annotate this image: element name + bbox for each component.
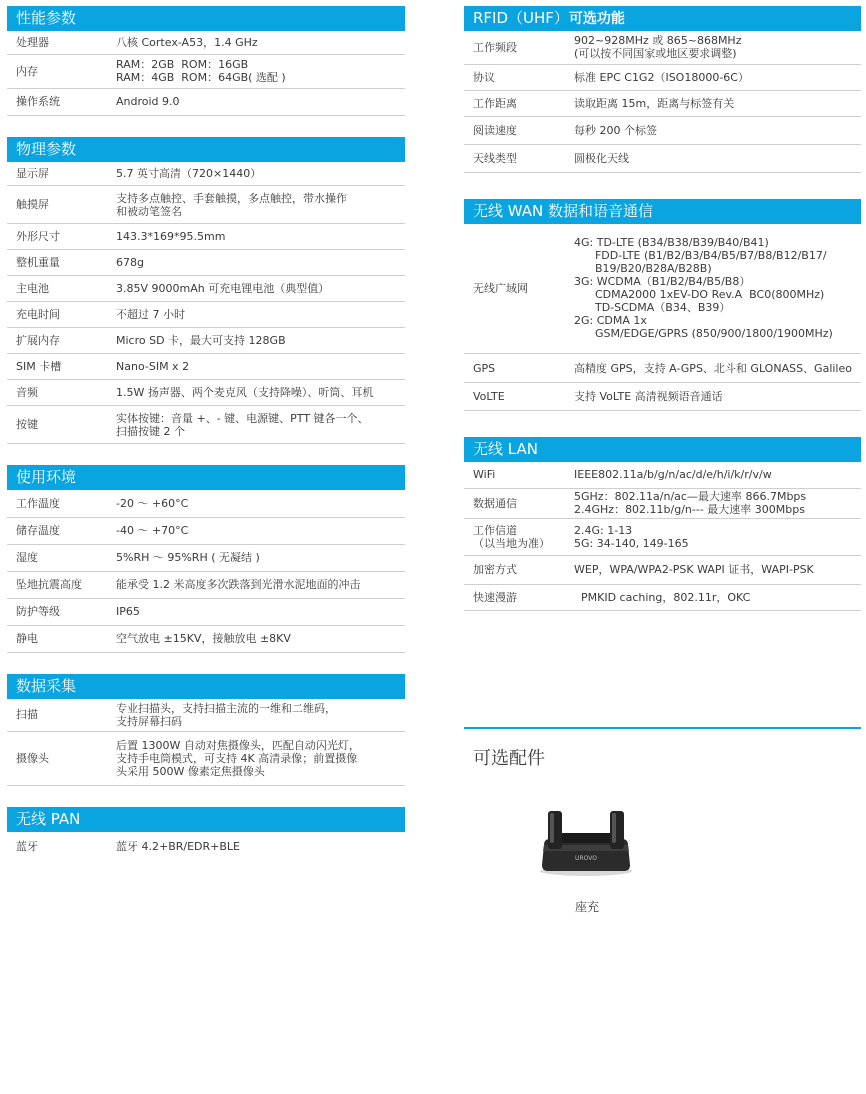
spec-key: 操作系统 bbox=[7, 88, 116, 115]
spec-value bbox=[116, 490, 405, 517]
spec-value-line: 扫描按键 2 个 bbox=[116, 424, 185, 438]
section-title: 无线 PAN bbox=[16, 810, 81, 828]
spec-value bbox=[116, 699, 405, 732]
spec-row bbox=[464, 224, 861, 354]
section-title: 无线 WAN 数据和语音通信 bbox=[473, 201, 654, 220]
spec-value-line: 蓝牙 4.2+BR/EDR+BLE bbox=[116, 839, 241, 853]
left-column bbox=[7, 6, 405, 860]
spec-row bbox=[7, 162, 405, 186]
spec-key: 协议 bbox=[464, 64, 574, 90]
spec-value bbox=[116, 598, 405, 625]
spec-row bbox=[7, 31, 405, 54]
spec-value-line: 5G: 34-140, 149-165 bbox=[574, 536, 689, 550]
spec-value-line: 能承受 1.2 米高度多次跌落到光滑水泥地面的冲击 bbox=[116, 578, 361, 591]
spec-value bbox=[116, 88, 405, 115]
spec-value-line: (可以按不同国家或地区要求调整) bbox=[574, 47, 737, 61]
spec-key: 防护等级 bbox=[7, 598, 116, 625]
spec-value-line: 和被动笔签名 bbox=[116, 204, 182, 218]
spec-row bbox=[7, 302, 405, 328]
spec-key: 储存温度 bbox=[7, 517, 116, 544]
section-header bbox=[464, 199, 861, 224]
section-header bbox=[464, 6, 861, 31]
charging-cradle-icon bbox=[538, 805, 634, 877]
section bbox=[7, 465, 405, 653]
spec-value bbox=[116, 328, 405, 354]
spec-row bbox=[464, 90, 861, 116]
spec-value bbox=[574, 354, 861, 383]
spec-value-line: Micro SD 卡，最大可支持 128GB bbox=[116, 334, 286, 347]
section bbox=[7, 807, 405, 860]
spec-key: GPS bbox=[464, 354, 574, 383]
spec-key: 充电时间 bbox=[7, 302, 116, 328]
section bbox=[7, 6, 405, 116]
spec-value bbox=[116, 224, 405, 250]
spec-value-line: 4G: TD-LTE (B34/B38/B39/B40/B41) bbox=[574, 236, 769, 250]
spec-key: 显示屏 bbox=[7, 162, 116, 186]
spec-key: 扩展内存 bbox=[7, 328, 116, 354]
spec-table bbox=[464, 31, 861, 173]
cradle-brand-text: UROVO bbox=[575, 855, 597, 862]
spec-value-line: GSM/EDGE/GPRS (850/900/1800/1900MHz) bbox=[574, 327, 833, 341]
spec-value bbox=[116, 517, 405, 544]
spec-key: 音频 bbox=[7, 380, 116, 406]
spec-value-line: 专业扫描头，支持扫描主流的一维和二维码， bbox=[116, 701, 336, 715]
spec-key: 快速漫游 bbox=[464, 584, 574, 610]
spec-value-line: -40 ～ +70°C bbox=[116, 524, 189, 537]
section-header bbox=[464, 437, 861, 462]
spec-key: WiFi bbox=[464, 462, 574, 488]
spec-value bbox=[574, 383, 861, 411]
spec-key: 工作温度 bbox=[7, 490, 116, 517]
spec-value-line: PMKID caching，802.11r，OKC bbox=[574, 590, 751, 604]
spec-value-line: 1.5W 扬声器、两个麦克风（支持降噪）、听筒、耳机 bbox=[116, 386, 374, 399]
spec-value bbox=[116, 832, 405, 860]
spec-row bbox=[464, 116, 861, 144]
accessories-divider bbox=[464, 727, 861, 729]
spec-row bbox=[464, 64, 861, 90]
spec-value bbox=[116, 732, 405, 786]
spec-value-line: 5.7 英寸高清（720×1440） bbox=[116, 166, 262, 180]
spec-key: 处理器 bbox=[7, 31, 116, 54]
spec-key: 湿度 bbox=[7, 544, 116, 571]
spec-key: 主电池 bbox=[7, 276, 116, 302]
spec-key: 数据通信 bbox=[464, 488, 574, 518]
spec-table bbox=[7, 162, 405, 445]
spec-row bbox=[7, 517, 405, 544]
spec-row bbox=[7, 732, 405, 786]
spec-value-line: 高精度 GPS，支持 A-GPS、北斗和 GLONASS、Galileo bbox=[574, 361, 852, 375]
spec-row bbox=[7, 328, 405, 354]
spec-key: 无线广域网 bbox=[464, 224, 574, 354]
spec-value bbox=[574, 31, 861, 64]
spec-row bbox=[464, 488, 861, 518]
spec-value bbox=[116, 380, 405, 406]
spec-value-line: 5GHz：802.11a/n/ac—最大速率 866.7Mbps bbox=[574, 490, 807, 503]
spec-value-line: RAM：2GB ROM：16GB bbox=[116, 58, 249, 71]
spec-value-line: 实体按键：音量 +、- 键、电源键、PTT 键各一个、 bbox=[116, 411, 369, 425]
spec-value bbox=[574, 64, 861, 90]
spec-key: VoLTE bbox=[464, 383, 574, 411]
spec-value-line: TD-SCDMA（B34、B39） bbox=[574, 301, 731, 315]
spec-value-line: 2.4GHz：802.11b/g/n--- 最大速率 300Mbps bbox=[574, 503, 805, 516]
spec-row bbox=[464, 518, 861, 555]
spec-key: 工作距离 bbox=[464, 90, 574, 116]
section-title: 物理参数 bbox=[16, 139, 77, 158]
spec-row bbox=[7, 380, 405, 406]
spec-value-line: 空气放电 ±15KV，接触放电 ±8KV bbox=[116, 632, 291, 645]
spec-key: 加密方式 bbox=[464, 555, 574, 584]
section-header bbox=[7, 465, 405, 490]
spec-value bbox=[116, 31, 405, 54]
spec-row bbox=[7, 625, 405, 652]
spec-row bbox=[464, 383, 861, 411]
spec-value-line: 后置 1300W 自动对焦摄像头，匹配自动闪光灯， bbox=[116, 739, 360, 752]
spec-value-line: 头采用 500W 像素定焦摄像头 bbox=[116, 765, 265, 778]
spec-value-line: Android 9.0 bbox=[116, 95, 180, 108]
spec-value-line: FDD-LTE (B1/B2/B3/B4/B5/B7/B8/B12/B17/ bbox=[574, 249, 827, 263]
section-title: 无线 LAN bbox=[473, 440, 538, 458]
spec-value-line: 标准 EPC C1G2（ISO18000-6C） bbox=[574, 70, 749, 84]
spec-value bbox=[116, 54, 405, 88]
spec-row bbox=[7, 490, 405, 517]
spec-key: 静电 bbox=[7, 625, 116, 652]
spec-value-line: 八核 Cortex-A53，1.4 GHz bbox=[116, 35, 258, 49]
spec-table bbox=[464, 224, 861, 412]
spec-value-line: RAM：4GB ROM：64GB( 选配 ) bbox=[116, 71, 286, 84]
right-column bbox=[464, 6, 861, 611]
spec-value-line: 5%RH ～ 95%RH ( 无凝结 ) bbox=[116, 551, 260, 564]
spec-row bbox=[7, 54, 405, 88]
spec-key: 工作频段 bbox=[464, 31, 574, 64]
spec-row bbox=[7, 186, 405, 224]
spec-key: 扫描 bbox=[7, 699, 116, 732]
spec-value bbox=[574, 555, 861, 584]
section-title: 数据采集 bbox=[16, 676, 77, 695]
accessory-label: 座充 bbox=[575, 900, 600, 914]
spec-table bbox=[7, 832, 405, 860]
spec-value-line: 678g bbox=[116, 256, 144, 269]
section bbox=[464, 437, 861, 611]
spec-value-line: 读取距离 15m，距离与标签有关 bbox=[574, 96, 735, 110]
spec-value bbox=[574, 488, 861, 518]
spec-row bbox=[7, 406, 405, 444]
spec-value bbox=[116, 162, 405, 186]
spec-key: 外形尺寸 bbox=[7, 224, 116, 250]
spec-value-line: CDMA2000 1xEV-DO Rev.A BC0(800MHz) bbox=[574, 288, 825, 302]
spec-row bbox=[464, 555, 861, 584]
spec-value bbox=[116, 544, 405, 571]
spec-key: 阅读速度 bbox=[464, 116, 574, 144]
spec-table bbox=[7, 31, 405, 116]
spec-value-line: 902~928MHz 或 865~868MHz bbox=[574, 34, 742, 48]
spec-value-line: 支持多点触控、手套触摸，多点触控，带水操作 bbox=[116, 191, 347, 205]
spec-value-line: WEP，WPA/WPA2-PSK WAPI 证书，WAPI-PSK bbox=[574, 563, 814, 576]
spec-key: 触摸屏 bbox=[7, 186, 116, 224]
spec-key: SIM 卡槽 bbox=[7, 354, 116, 380]
section-title: 使用环境 bbox=[16, 468, 77, 486]
spec-value bbox=[574, 144, 861, 172]
accessories-title: 可选配件 bbox=[473, 748, 545, 769]
section-title: RFID（UHF） bbox=[473, 9, 569, 27]
spec-value bbox=[574, 224, 861, 354]
spec-value bbox=[116, 302, 405, 328]
spec-key: 摄像头 bbox=[7, 732, 116, 786]
spec-key: 按键 bbox=[7, 406, 116, 444]
section bbox=[7, 137, 405, 445]
section bbox=[7, 674, 405, 787]
spec-value-line: 支持手电筒模式，可支持 4K 高清录像；前置摄像 bbox=[116, 752, 358, 765]
spec-row bbox=[7, 88, 405, 115]
spec-key: 内存 bbox=[7, 54, 116, 88]
section-title: 性能参数 bbox=[16, 9, 77, 27]
spec-key: 蓝牙 bbox=[16, 839, 38, 853]
spec-value-line: 每秒 200 个标签 bbox=[574, 123, 657, 137]
spec-key: 整机重量 bbox=[7, 250, 116, 276]
section bbox=[464, 199, 861, 412]
spec-row bbox=[7, 276, 405, 302]
spec-row bbox=[464, 584, 861, 610]
spec-value-line: 3G: WCDMA（B1/B2/B4/B5/B8） bbox=[574, 275, 751, 289]
spec-value-line: Nano-SIM x 2 bbox=[116, 360, 190, 373]
spec-value-line: IEEE802.11a/b/g/n/ac/d/e/h/i/k/r/v/w bbox=[574, 468, 772, 482]
spec-table bbox=[7, 699, 405, 787]
spec-key bbox=[464, 518, 574, 555]
spec-row bbox=[464, 354, 861, 383]
section-header bbox=[7, 674, 405, 699]
spec-value-line: 3.85V 9000mAh 可充电锂电池（典型值） bbox=[116, 282, 330, 295]
spec-value-line: 143.3*169*95.5mm bbox=[116, 230, 226, 243]
spec-value-line: 支持 VoLTE 高清视频语音通话 bbox=[574, 390, 723, 403]
spec-value-line: IP65 bbox=[116, 605, 140, 618]
spec-row bbox=[7, 699, 405, 732]
spec-value bbox=[116, 406, 405, 444]
spec-value bbox=[116, 625, 405, 652]
spec-key-line: 工作信道 bbox=[473, 523, 517, 537]
spec-row bbox=[7, 571, 405, 598]
spec-row bbox=[7, 832, 405, 860]
spec-value-line: 2G: CDMA 1x bbox=[574, 314, 647, 328]
spec-value bbox=[574, 90, 861, 116]
section bbox=[464, 6, 861, 173]
spec-key: 天线类型 bbox=[464, 144, 574, 172]
spec-value bbox=[116, 186, 405, 224]
spec-value bbox=[116, 571, 405, 598]
spec-key-line: （以当地为准） bbox=[473, 536, 550, 550]
spec-row bbox=[464, 144, 861, 172]
section-header bbox=[7, 137, 405, 162]
spec-value bbox=[574, 518, 861, 555]
spec-value-line: -20 ～ +60°C bbox=[116, 496, 189, 510]
spec-value-line: 2.4G: 1-13 bbox=[574, 523, 633, 537]
spec-value-line: 圆极化天线 bbox=[574, 151, 629, 165]
spec-row bbox=[7, 250, 405, 276]
spec-value-line: B19/B20/B28A/B28B) bbox=[574, 262, 712, 276]
spec-value bbox=[116, 354, 405, 380]
spec-value bbox=[574, 462, 861, 488]
section-header bbox=[7, 6, 405, 31]
spec-value-line: 支持屏幕扫码 bbox=[116, 714, 182, 728]
spec-value bbox=[574, 116, 861, 144]
spec-row bbox=[464, 462, 861, 488]
spec-table bbox=[7, 490, 405, 653]
spec-value bbox=[116, 250, 405, 276]
section-header bbox=[7, 807, 405, 832]
spec-table bbox=[464, 462, 861, 611]
spec-row bbox=[7, 598, 405, 625]
spec-row bbox=[464, 31, 861, 64]
spec-key: 坠地抗震高度 bbox=[7, 571, 116, 598]
spec-row bbox=[7, 354, 405, 380]
spec-value-line: 不超过 7 小时 bbox=[116, 308, 185, 321]
spec-row bbox=[7, 544, 405, 571]
spec-row bbox=[7, 224, 405, 250]
spec-value bbox=[574, 584, 861, 610]
spec-value bbox=[116, 276, 405, 302]
section-title-highlight: 可选功能 bbox=[568, 11, 625, 27]
